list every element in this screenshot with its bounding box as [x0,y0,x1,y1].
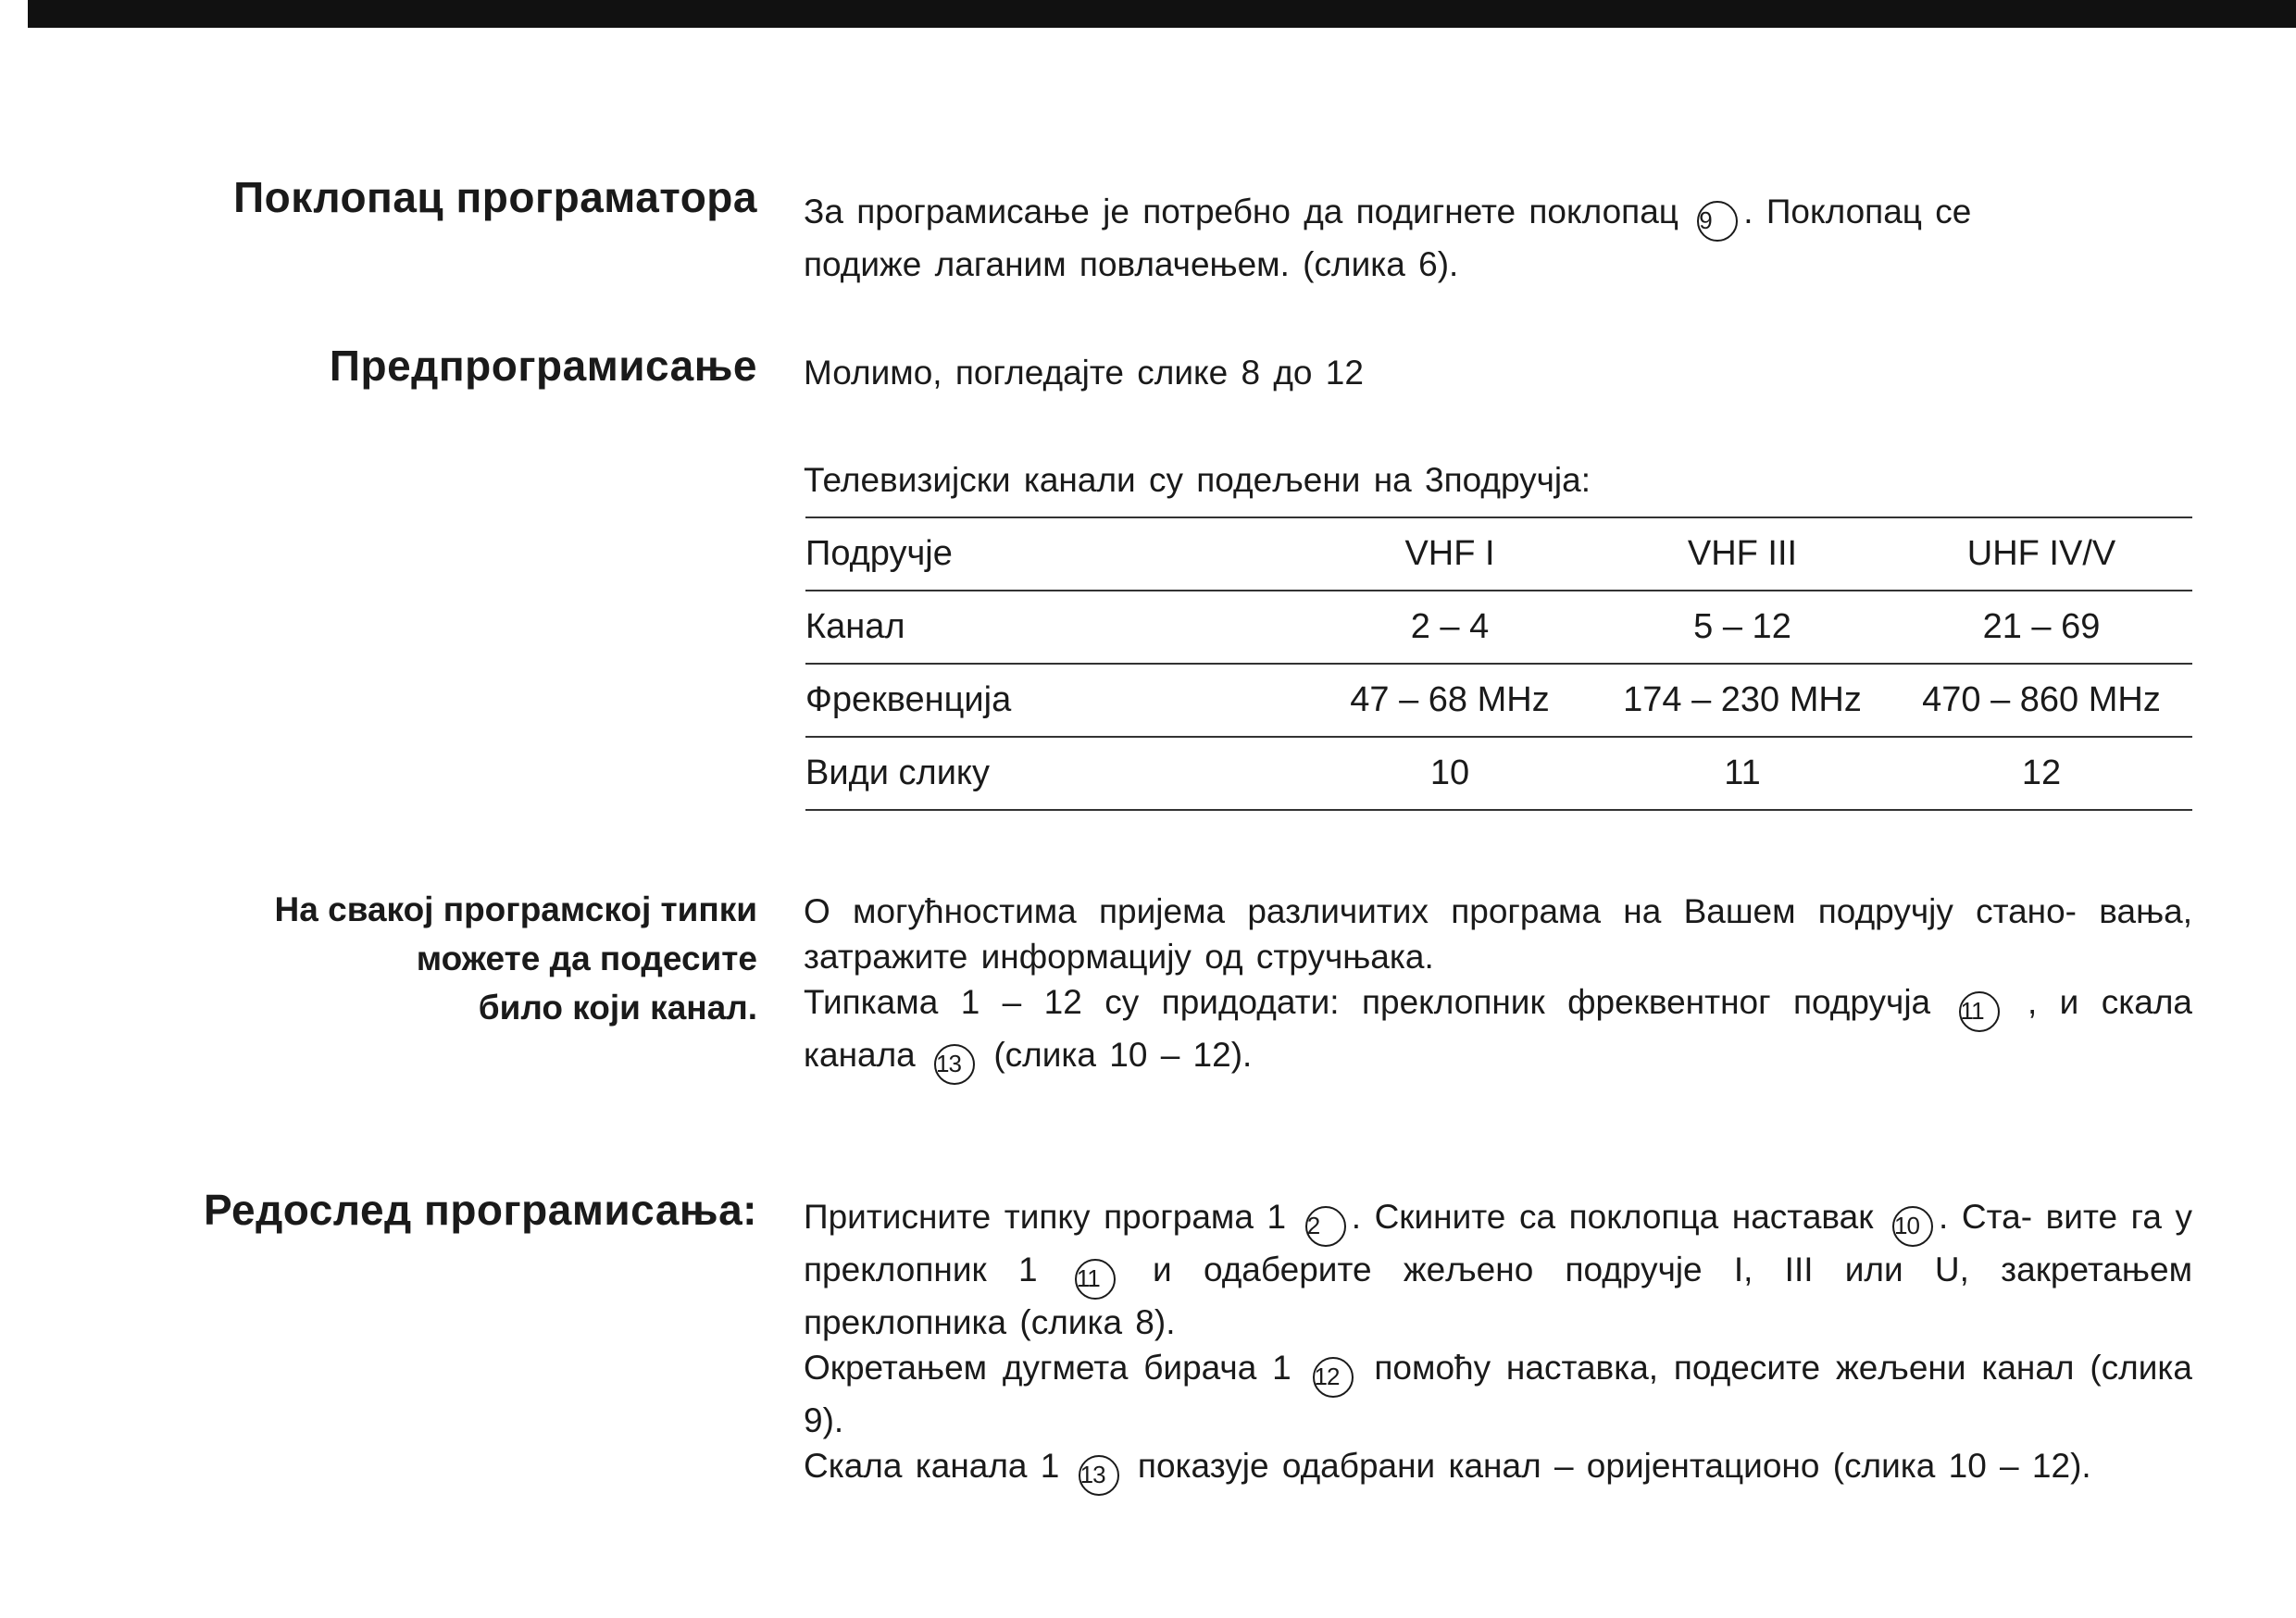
table-row [805,517,2192,591]
table-intro: Телевизијски канали су подељени на 3подручја: [804,461,1591,499]
preprogramming-text: Молимо, погледајте слике 8 до 12 [804,354,1364,392]
table-cell: VHF III [1594,517,1890,591]
programming-step-2: Окретањем дугмета бирача 1 12 помоћу наставка, подесите жељени канал (слика 9). [804,1349,2193,1439]
table-cell: 470 – 860 MHz [1890,664,2192,737]
programming-step-3: Скала канала 1 13 показује одабрани канал – оријентационо (слика 10 – 12). [804,1443,2192,1496]
table-row [805,664,2192,737]
ref-circle-11: 11 [1075,1259,1116,1300]
heading-programming-order: Редослед програмисања: [203,1186,757,1234]
ref-circle-11: 11 [1959,991,2000,1032]
table-cell: 21 – 69 [1890,591,2192,664]
table-cell: 47 – 68 MHz [1305,664,1594,737]
heading-any-channel: На свакој програмској типки можете да подесите било који канал. [274,890,757,1027]
heading-cover: Поклопац програматора [233,173,757,221]
ref-circle-10: 10 [1892,1206,1933,1247]
table-cell: 10 [1305,737,1594,810]
table-cell: Види слику [805,737,1305,810]
ref-circle-13: 13 [1079,1455,1119,1496]
cover-line-1: За програмисање је потребно да подигнете поклопац 9 . Поклопац се [804,189,2192,242]
table-cell: Фреквенција [805,664,1305,737]
table-cell: Канал [805,591,1305,664]
table-cell: VHF I [1305,517,1594,591]
table-cell: 12 [1890,737,2192,810]
cover-line-2: подиже лаганим повлачењем. (слика 6). [804,245,1459,283]
any-channel-para-2: Типкама 1 – 12 су придодати: преклопник фреквентног подручја 11 , и скала канала 13 (слика 10 – 12). [804,979,2192,1085]
table-cell: 174 – 230 MHz [1594,664,1890,737]
ref-circle-9: 9 [1697,201,1738,242]
heading-preprogramming: Предпрограмисање [329,342,757,390]
ref-circle-2: 2 [1305,1206,1346,1247]
table-cell: 11 [1594,737,1890,810]
table-cell: 2 – 4 [1305,591,1594,664]
table-cell: 5 – 12 [1594,591,1890,664]
cover-description [804,189,2192,287]
table-cell: Подручје [805,517,1305,591]
ref-circle-13: 13 [934,1044,975,1085]
table-row [805,591,2192,664]
programming-step-1: Притисните типку програма 1 2 . Скините са поклопца наставак 10 . Ста- вите га у преклопник 1 11 и одаберите жељено подручје I, III или U, закретањем преклопника (слика 8). [804,1198,2193,1341]
any-channel-para-1: О могућностима пријема различитих програма на Вашем подручју стано- вања, затражите информацију од стручњака. [804,892,2192,976]
channel-table [805,517,2192,811]
top-border-bar [28,0,2296,28]
table-row [805,737,2192,810]
any-channel-description [804,889,2192,1085]
ref-circle-12: 12 [1313,1357,1354,1398]
programming-order-steps [804,1194,2192,1496]
table-cell: UHF IV/V [1890,517,2192,591]
